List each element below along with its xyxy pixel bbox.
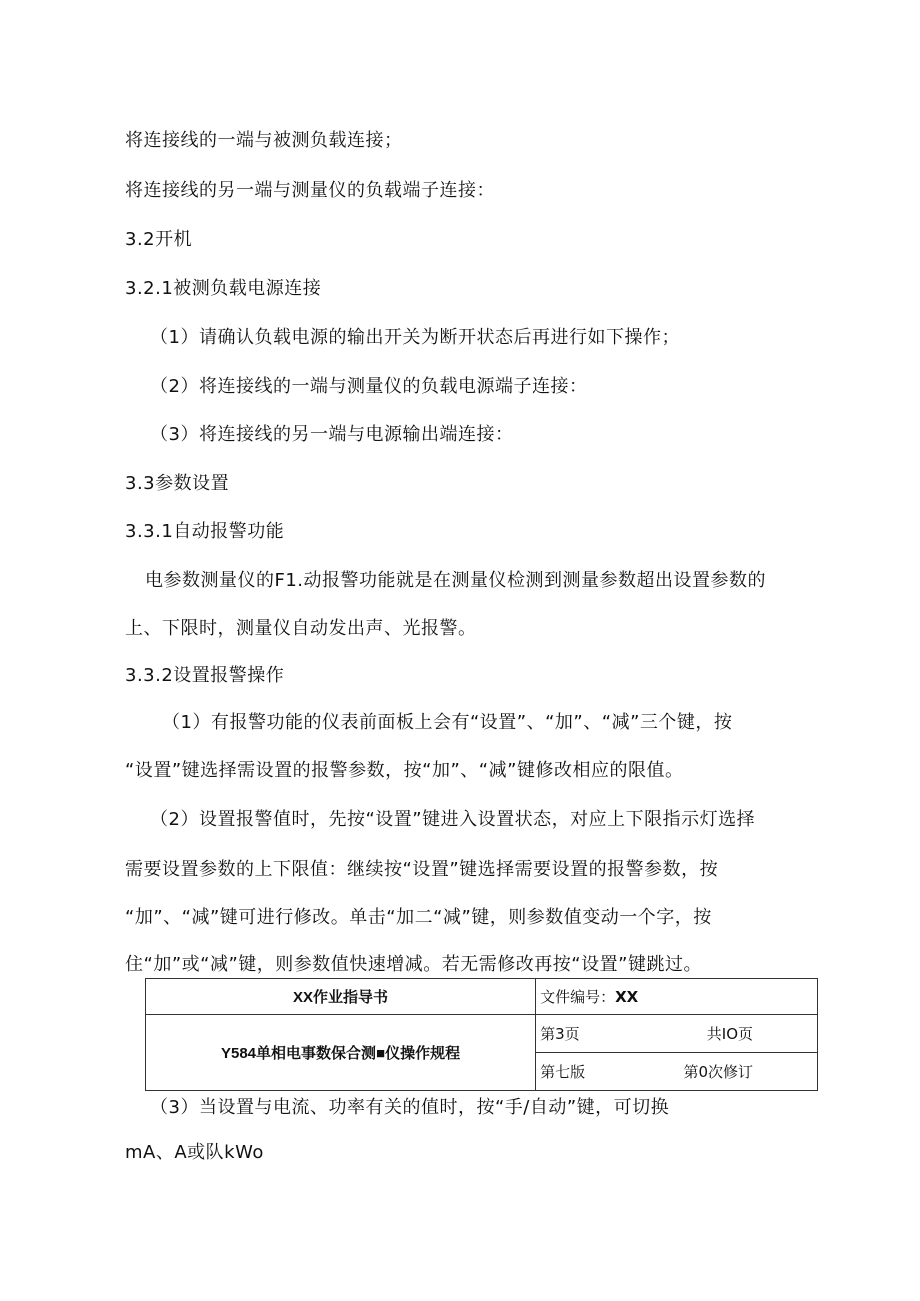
doc-number-label: 文件编号：: [540, 988, 616, 1006]
text-line: （3）将连接线的另一端与电源输出端连接：: [150, 424, 514, 445]
text-line: 需要设置参数的上下限值：继续按“设置”键选择需要设置的报警参数，按: [125, 859, 719, 880]
text-line: “加”、“减”键可进行修改。单击“加二“减”键，则参数值变动一个字，按: [125, 907, 712, 928]
section-heading: 3.3.2设置报警操作: [125, 665, 285, 686]
document-header-table: [145, 978, 818, 1091]
total-pages: 共IO页: [706, 1025, 753, 1043]
doc-number-value: XX: [615, 988, 639, 1006]
text-line: mA、A或队kWo: [125, 1142, 264, 1163]
edition: 第七版: [540, 1063, 586, 1081]
section-heading: 3.2开机: [125, 229, 193, 250]
text-line: 上、下限时，测量仪自动发出声、光报警。: [125, 618, 477, 639]
section-heading: 3.3参数设置: [125, 473, 230, 494]
page-info: [536, 1015, 818, 1053]
text-line: （3）当设置与电流、功率有关的值时，按“手/自动”键，可切换: [150, 1097, 670, 1118]
text-line: 住“加”或“减”键，则参数值快速增减。若无需修改再按“设置”键跳过。: [125, 954, 702, 975]
text-line: （2）将连接线的一端与测量仪的负载电源端子连接：: [150, 376, 588, 397]
doc-title: XX作业指导书: [146, 979, 536, 1015]
section-heading: 3.2.1被测负载电源连接: [125, 278, 322, 299]
text-line: 将连接线的一端与被测负载连接；: [125, 130, 403, 151]
text-line: 电参数测量仪的F1.动报警功能就是在测量仪检测到测量参数超出设置参数的: [145, 570, 767, 591]
text-line: “设置”键选择需设置的报警参数，按“加”、“减”键修改相应的限值。: [125, 760, 684, 781]
page-number: 第3页: [540, 1025, 580, 1043]
text-line: （2）设置报警值时，先按“设置”键进入设置状态，对应上下限指示灯选择: [150, 809, 756, 830]
text-line: 将连接线的另一端与测量仪的负载端子连接：: [125, 180, 495, 201]
revision: 第0次修订: [683, 1063, 753, 1081]
procedure-title: Y584单相电事数保合测■仪操作规程: [146, 1015, 536, 1091]
edition-info: [536, 1053, 818, 1091]
text-line: （1）有报警功能的仪表前面板上会有“设置”、“加”、“减”三个键，按: [162, 712, 733, 733]
doc-number: [536, 979, 818, 1015]
text-line: （1）请确认负载电源的输出开关为断开状态后再进行如下操作；: [150, 327, 680, 348]
section-heading: 3.3.1自动报警功能: [125, 521, 285, 542]
